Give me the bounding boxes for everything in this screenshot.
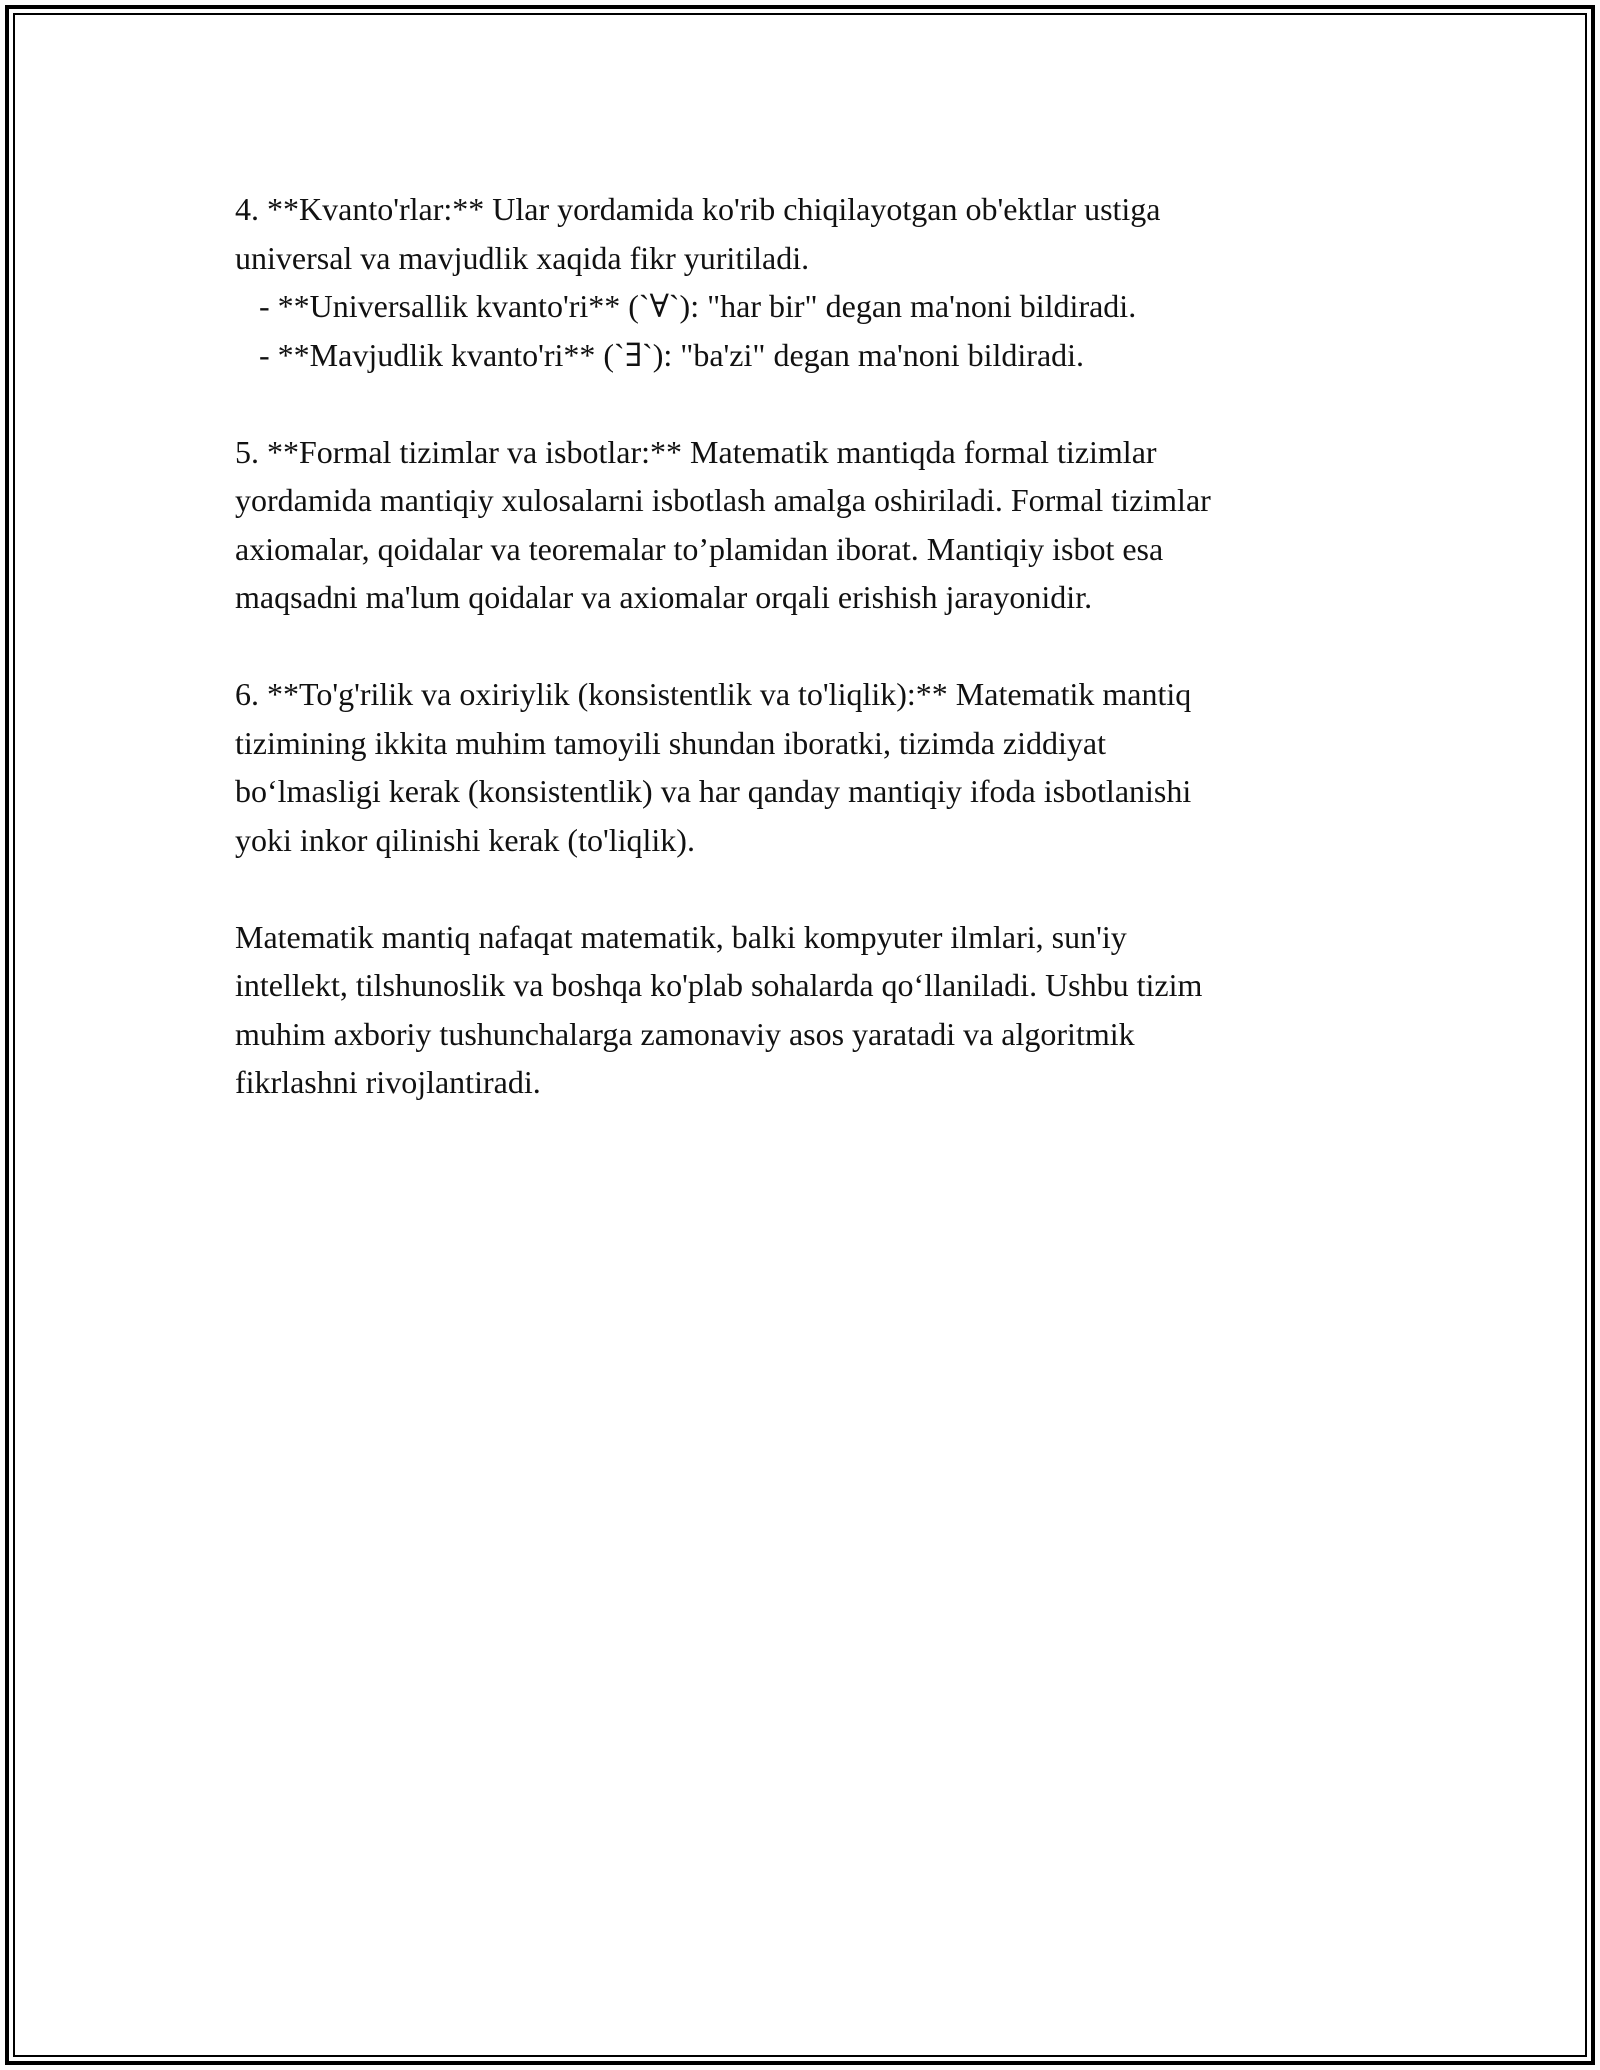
- text-line: yordamida mantiqiy xulosalarni isbotlash amalga oshiriladi. Formal tizimlar: [235, 482, 1211, 518]
- document-body: [235, 185, 1375, 1107]
- text-line: - **Universallik kvanto'ri** (`∀`): "har bir" degan ma'noni bildiradi.: [235, 288, 1137, 324]
- text-line: intellekt, tilshunoslik va boshqa ko'plab sohalarda qo‘llaniladi. Ushbu tizim: [235, 967, 1203, 1003]
- paragraph-spacer: [235, 622, 1375, 671]
- text-line: axiomalar, qoidalar va teoremalar to’plamidan iborat. Mantiqiy isbot esa: [235, 530, 1164, 567]
- paragraph-spacer: [235, 379, 1375, 428]
- text-line: - **Mavjudlik kvanto'ri** (`∃`): "ba'zi" degan ma'noni bildiradi.: [235, 336, 1085, 373]
- paragraph-item-6: [235, 670, 1375, 864]
- text-line: maqsadni ma'lum qoidalar va axiomalar orqali erishish jarayonidir.: [235, 579, 1093, 615]
- text-line: universal va mavjudlik xaqida fikr yuritiladi.: [235, 239, 810, 276]
- text-line: 6. **To'g'rilik va oxiriylik (konsistentlik va to'liqlik):** Matematik mantiq: [235, 676, 1192, 712]
- text-line: 5. **Formal tizimlar va isbotlar:** Matematik mantiqda formal tizimlar: [235, 433, 1157, 470]
- text-line: tizimining ikkita muhim tamoyili shundan iboratki, tizimda ziddiyat: [235, 724, 1106, 761]
- text-line: bo‘lmasligi kerak (konsistentlik) va har qanday mantiqiy ifoda isbotlanishi: [235, 773, 1192, 809]
- text-line: yoki inkor qilinishi kerak (to'liqlik).: [235, 821, 695, 858]
- paragraph-item-4: [235, 185, 1375, 379]
- text-line: fikrlashni rivojlantiradi.: [235, 1064, 541, 1100]
- paragraph-conclusion: [235, 913, 1375, 1107]
- text-line: Matematik mantiq nafaqat matematik, balki kompyuter ilmlari, sun'iy: [235, 918, 1127, 955]
- text-line: muhim axboriy tushunchalarga zamonaviy asos yaratadi va algoritmik: [235, 1015, 1135, 1052]
- text-line: 4. **Kvanto'rlar:** Ular yordamida ko'rib chiqilayotgan ob'ektlar ustiga: [235, 191, 1161, 227]
- paragraph-item-5: [235, 428, 1375, 622]
- paragraph-spacer: [235, 864, 1375, 913]
